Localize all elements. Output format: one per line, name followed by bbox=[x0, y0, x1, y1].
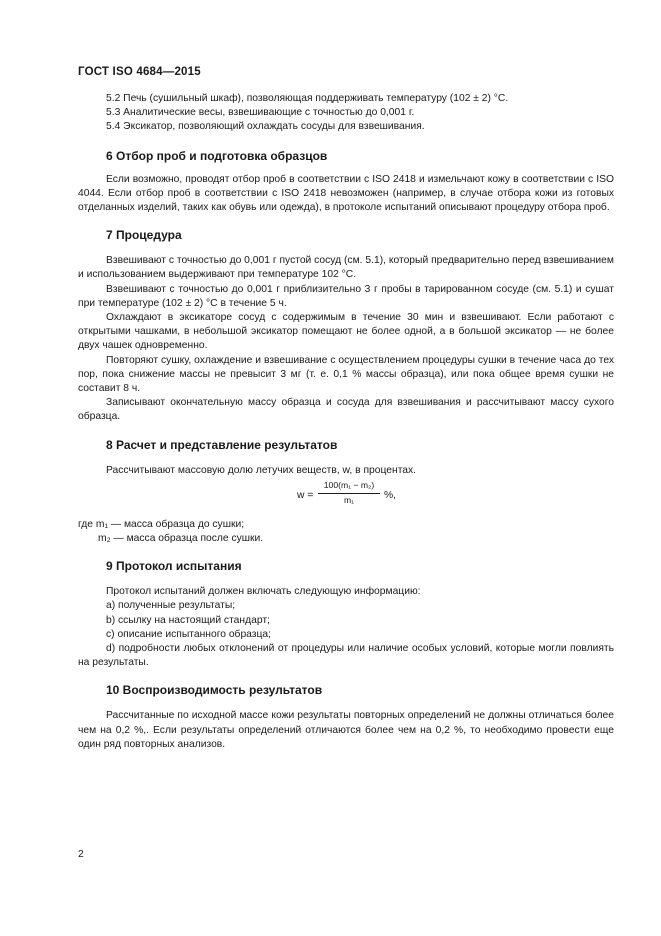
section-9-intro: Протокол испытаний должен включать следующую информацию: bbox=[106, 586, 421, 598]
section-8-heading: 8 Расчет и представление результатов bbox=[106, 437, 338, 452]
paragraph: Записывают окончательную массу образца и сосуда для взвешивания и рассчитывают массу сухого образца. bbox=[78, 397, 614, 423]
formula-rhs: %, bbox=[384, 489, 397, 501]
list-item: 5.3 Аналитические весы, взвешивающие с точностью до 0,001 г. bbox=[106, 107, 415, 119]
list-item: d) подробности любых отклонений от процедуры или наличие особых условий, которые могли повлиять на результаты. bbox=[78, 643, 614, 669]
section-6-heading: 6 Отбор проб и подготовка образцов bbox=[106, 148, 328, 163]
section-10-text: Рассчитанные по исходной массе кожи результаты повторных определений не должны отличаться более чем на 0,2 %,. Если результаты определений отличаются более чем на 0,2 %, то необходимо провести еще один ряд повторных анализов. bbox=[78, 710, 614, 750]
page-number: 2 bbox=[78, 849, 84, 860]
paragraph: Взвешивают с точностью до 0,001 г пустой сосуд (см. 5.1), который предварительно перед взвешиванием и использованием выдерживают при температуре 102 °С. bbox=[78, 255, 614, 281]
paragraph: Повторяют сушку, охлаждение и взвешивание с осуществлением процедуры сушки в течение часа до тех пор, пока снижение массы не превысит 3 мг (т. е. 0,1 % массы образца), или пока общее время сушки не составит 8 ч. bbox=[78, 354, 614, 395]
formula-numerator: 100(m₁ − m₂) bbox=[323, 479, 375, 490]
list-item: 5.4 Эксикатор, позволяющий охлаждать сосуды для взвешивания. bbox=[106, 121, 425, 133]
formula-lhs: w = bbox=[297, 489, 314, 501]
where-line: где m₁ — масса образца до сушки; bbox=[78, 518, 245, 530]
section-7-heading: 7 Процедура bbox=[106, 228, 182, 243]
page-content bbox=[78, 92, 614, 752]
list-item: 5.2 Печь (сушильный шкаф), позволяющая поддерживать температуру (102 ± 2) °С. bbox=[106, 93, 509, 104]
paragraph: Охлаждают в эксикаторе сосуд с содержимым в течение 30 мин и взвешивают. Если работают с открытыми чашками, в небольшой эксикатор помещают не более одной, а в большой эксикатор — не более двух чашек одновременно. bbox=[78, 312, 614, 352]
list-item: b) ссылку на настоящий стандарт; bbox=[106, 614, 270, 626]
list-item: a) полученные результаты; bbox=[106, 600, 236, 612]
fraction-bar bbox=[318, 493, 380, 494]
formula bbox=[78, 480, 614, 514]
section-9-heading: 9 Протокол испытания bbox=[106, 559, 242, 574]
formula-fraction bbox=[318, 480, 380, 506]
document-header: ГОСТ ISO 4684—2015 bbox=[78, 66, 201, 78]
paragraph: Взвешивают с точностью до 0,001 г приблизительно 3 г пробы в тарированном сосуде (см. 5.1) и сушат при температуре (102 ± 2) °С в течение 5 ч. bbox=[78, 283, 614, 309]
list-item: c) описание испытанного образца; bbox=[106, 628, 271, 640]
where-line: m₂ — масса образца после сушки. bbox=[98, 533, 264, 545]
formula-denominator: m₁ bbox=[343, 494, 355, 505]
section-8-intro: Рассчитывают массовую долю летучих веществ, w, в процентах. bbox=[106, 464, 417, 476]
section-6-text: Если возможно, проводят отбор проб в соответствии с ISO 2418 и измельчают кожу в соответствии с ISO 4044. Если отбор проб в соответствии с ISO 2418 невозможен (например, в случае отбора кожи из готовых отделанных изделий, таких как обувь или одежда), в протоколе испытаний описывают процедуру отбора проб. bbox=[78, 173, 614, 214]
section-10-heading: 10 Воспроизводимость результатов bbox=[106, 683, 323, 698]
